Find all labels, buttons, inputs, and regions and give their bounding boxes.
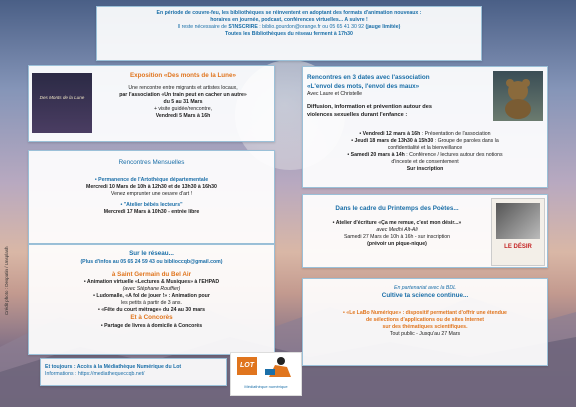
expo-title: Exposition «Des monts de la Lune»	[129, 72, 237, 79]
rencontres-signup: Sur inscription	[406, 166, 444, 173]
reseau-c-title: Et à Concorès	[130, 314, 173, 322]
bdl-line4: Tout public - Jusqu'au 27 Mars	[389, 330, 461, 337]
teddy-bear-photo	[493, 71, 543, 121]
header-line3-b: S'INSCRIRE	[228, 24, 258, 31]
rencontres-date2: • Jeudi 18 mars de 13h30 à 15h30	[351, 138, 434, 145]
reseau-a1: • Animation virtuelle «Lectures & Musiques» à l'EHPAD	[83, 279, 220, 286]
expo-text	[95, 72, 271, 120]
bdl-line3: sur des thématiques scientifiques.	[382, 323, 468, 330]
expo-line4: + visite guidée/rencontre,	[153, 105, 213, 112]
rencontres-title1: Rencontres en 3 dates avec l'association	[307, 74, 430, 81]
mensuelles-title: Rencontres Mensuelles	[118, 159, 185, 166]
reseau-a3: • «Fête du court métrage» du 24 au 30 mars	[97, 307, 206, 314]
expo-poster	[32, 73, 92, 133]
header-line4: Toutes les Bibliothèques du réseau ferment à 17h30	[225, 31, 353, 38]
mensuelles-item2-date: Mercredi 17 Mars à 10h30 - entrée libre	[103, 208, 200, 215]
logo-subtitle: Médiathèque numérique	[244, 384, 288, 389]
rencontres-with: Avec Laure et Christelle	[307, 91, 362, 97]
reseau-a2b: les petits à partir de 3 ans.	[121, 300, 182, 307]
printemps-box	[302, 194, 548, 268]
rencontres-intro1: Diffusion, information et prévention autour des	[307, 104, 432, 111]
mensuelles-item2: • "Atelier bébés lecteurs"	[120, 201, 183, 208]
header-box	[96, 6, 482, 61]
footer-line2[interactable]: Informations : https://mediathequeccqb.net/	[45, 371, 145, 378]
teddy-bear-icon	[493, 71, 543, 121]
printemps-line1: • Atelier d'écriture «Ça me remue, c'est mon désir...»	[332, 219, 462, 226]
header-line3-c[interactable]: : biblio.gourdon@orange.fr ou 05 65 41 30 92	[257, 24, 366, 31]
rencontres-date2-desc: : Groupe de paroles dans la	[433, 138, 499, 145]
reseau-title: Sur le réseau...	[129, 250, 174, 257]
bdl-pre: En partenariat avec la BDL	[394, 285, 456, 291]
footer-logo	[230, 352, 302, 396]
reseau-a1b: (avec Stéphane Rouffier)	[122, 286, 181, 293]
rencontres-title2: «L'envol des mots, l'envol des maux»	[307, 82, 420, 90]
rencontres-dates	[307, 131, 543, 173]
expo-line3: du 5 au 31 Mars	[163, 98, 203, 105]
printemps-line3: Samedi 27 Mars de 10h à 16h - sur inscription	[343, 233, 451, 240]
desir-poster-image	[496, 203, 540, 239]
rencontres-date1-desc: : Présentation de l'association	[420, 131, 491, 137]
desir-poster	[491, 198, 545, 266]
expo-line1: Une rencontre entre migrants et artistes locaux,	[128, 84, 238, 91]
rencontres-date3-desc: : Conférence / lectures autour des notions	[404, 152, 503, 159]
footer-box	[40, 358, 227, 386]
header-line1: En période de couvre-feu, les bibliothèques se réinventent en adoptant des formats d'animation nouveaux :	[156, 10, 422, 16]
expo-poster-text: Des Monts de la Lune	[39, 95, 85, 100]
header-line3-d: (jauge limitée)	[365, 24, 401, 31]
rencontres-date3-desc2: d'inceste et de consentement	[391, 159, 459, 166]
mensuelles-box	[28, 150, 275, 244]
printemps-title: Dans le cadre du Printemps des Poètes...	[335, 205, 459, 212]
expo-box	[28, 65, 275, 142]
header-line2: horaires en journée, podcast, conférences virtuelles... A suivre !	[210, 17, 368, 24]
printemps-line2: avec Medhi Alt-Ali	[376, 226, 418, 233]
rencontres-date3: • Samedi 20 mars à 14h	[347, 152, 405, 159]
reseau-info[interactable]: (Plus d'infos au 05 65 24 59 43 ou biblioccqb@gmail.com)	[80, 258, 223, 265]
printemps-line4: (prévoir un pique-nique)	[367, 240, 427, 247]
rencontres-intro2: violences sexuelles durant l'enfance :	[307, 111, 408, 118]
photo-credit: Crédit photo : Despatin / Unsplash	[4, 246, 9, 315]
rencontres-date2-desc2: confidentialité et la bienveillance	[387, 145, 463, 152]
lot-logo-icon: LOT	[237, 357, 257, 375]
reseau-c1: • Partage de livres à domicile à Concorès	[100, 322, 203, 329]
desir-poster-title: LE DÉSIR	[504, 244, 532, 250]
mensuelles-item1-desc: Venez emprunter une oeuvre d'art !	[110, 190, 193, 197]
bdl-title: Cultive ta science continue...	[381, 292, 469, 300]
rencontres-head	[307, 74, 487, 119]
printemps-text	[307, 205, 487, 248]
bdl-box	[302, 278, 548, 366]
rencontres-box	[302, 66, 548, 188]
reader-illustration-icon	[261, 355, 295, 379]
expo-line5: Vendredi 5 Mars à 16h	[155, 112, 211, 119]
reseau-box	[28, 244, 275, 355]
reseau-a2: • Ludomalle, «A fol de jouer !» : Animation pour	[93, 293, 210, 300]
header-line3-a: Il reste nécessaire de	[177, 24, 229, 31]
footer-line1: Et toujours : Accès à la Médiathèque Numérique du Lot	[45, 364, 182, 370]
header-line3	[97, 24, 481, 31]
bdl-line2: de sélections d'applications ou de sites Internet	[366, 316, 484, 323]
mensuelles-item1: • Permanence de l'Artothèque départementale	[94, 176, 209, 183]
expo-line2: par l'association «Un train peut en cacher un autre»	[119, 91, 247, 98]
mensuelles-item1-date: Mercredi 10 Mars de 10h à 12h30 et de 13h30 à 16h30	[86, 183, 217, 190]
reseau-sg-title: à Saint Germain du Bel Air	[111, 270, 192, 278]
bdl-line1: • «Le LaBo Numérique» : dispositif permettant d'offrir une étendue	[343, 309, 507, 316]
rencontres-date1: • Vendredi 12 mars à 16h	[359, 131, 421, 137]
